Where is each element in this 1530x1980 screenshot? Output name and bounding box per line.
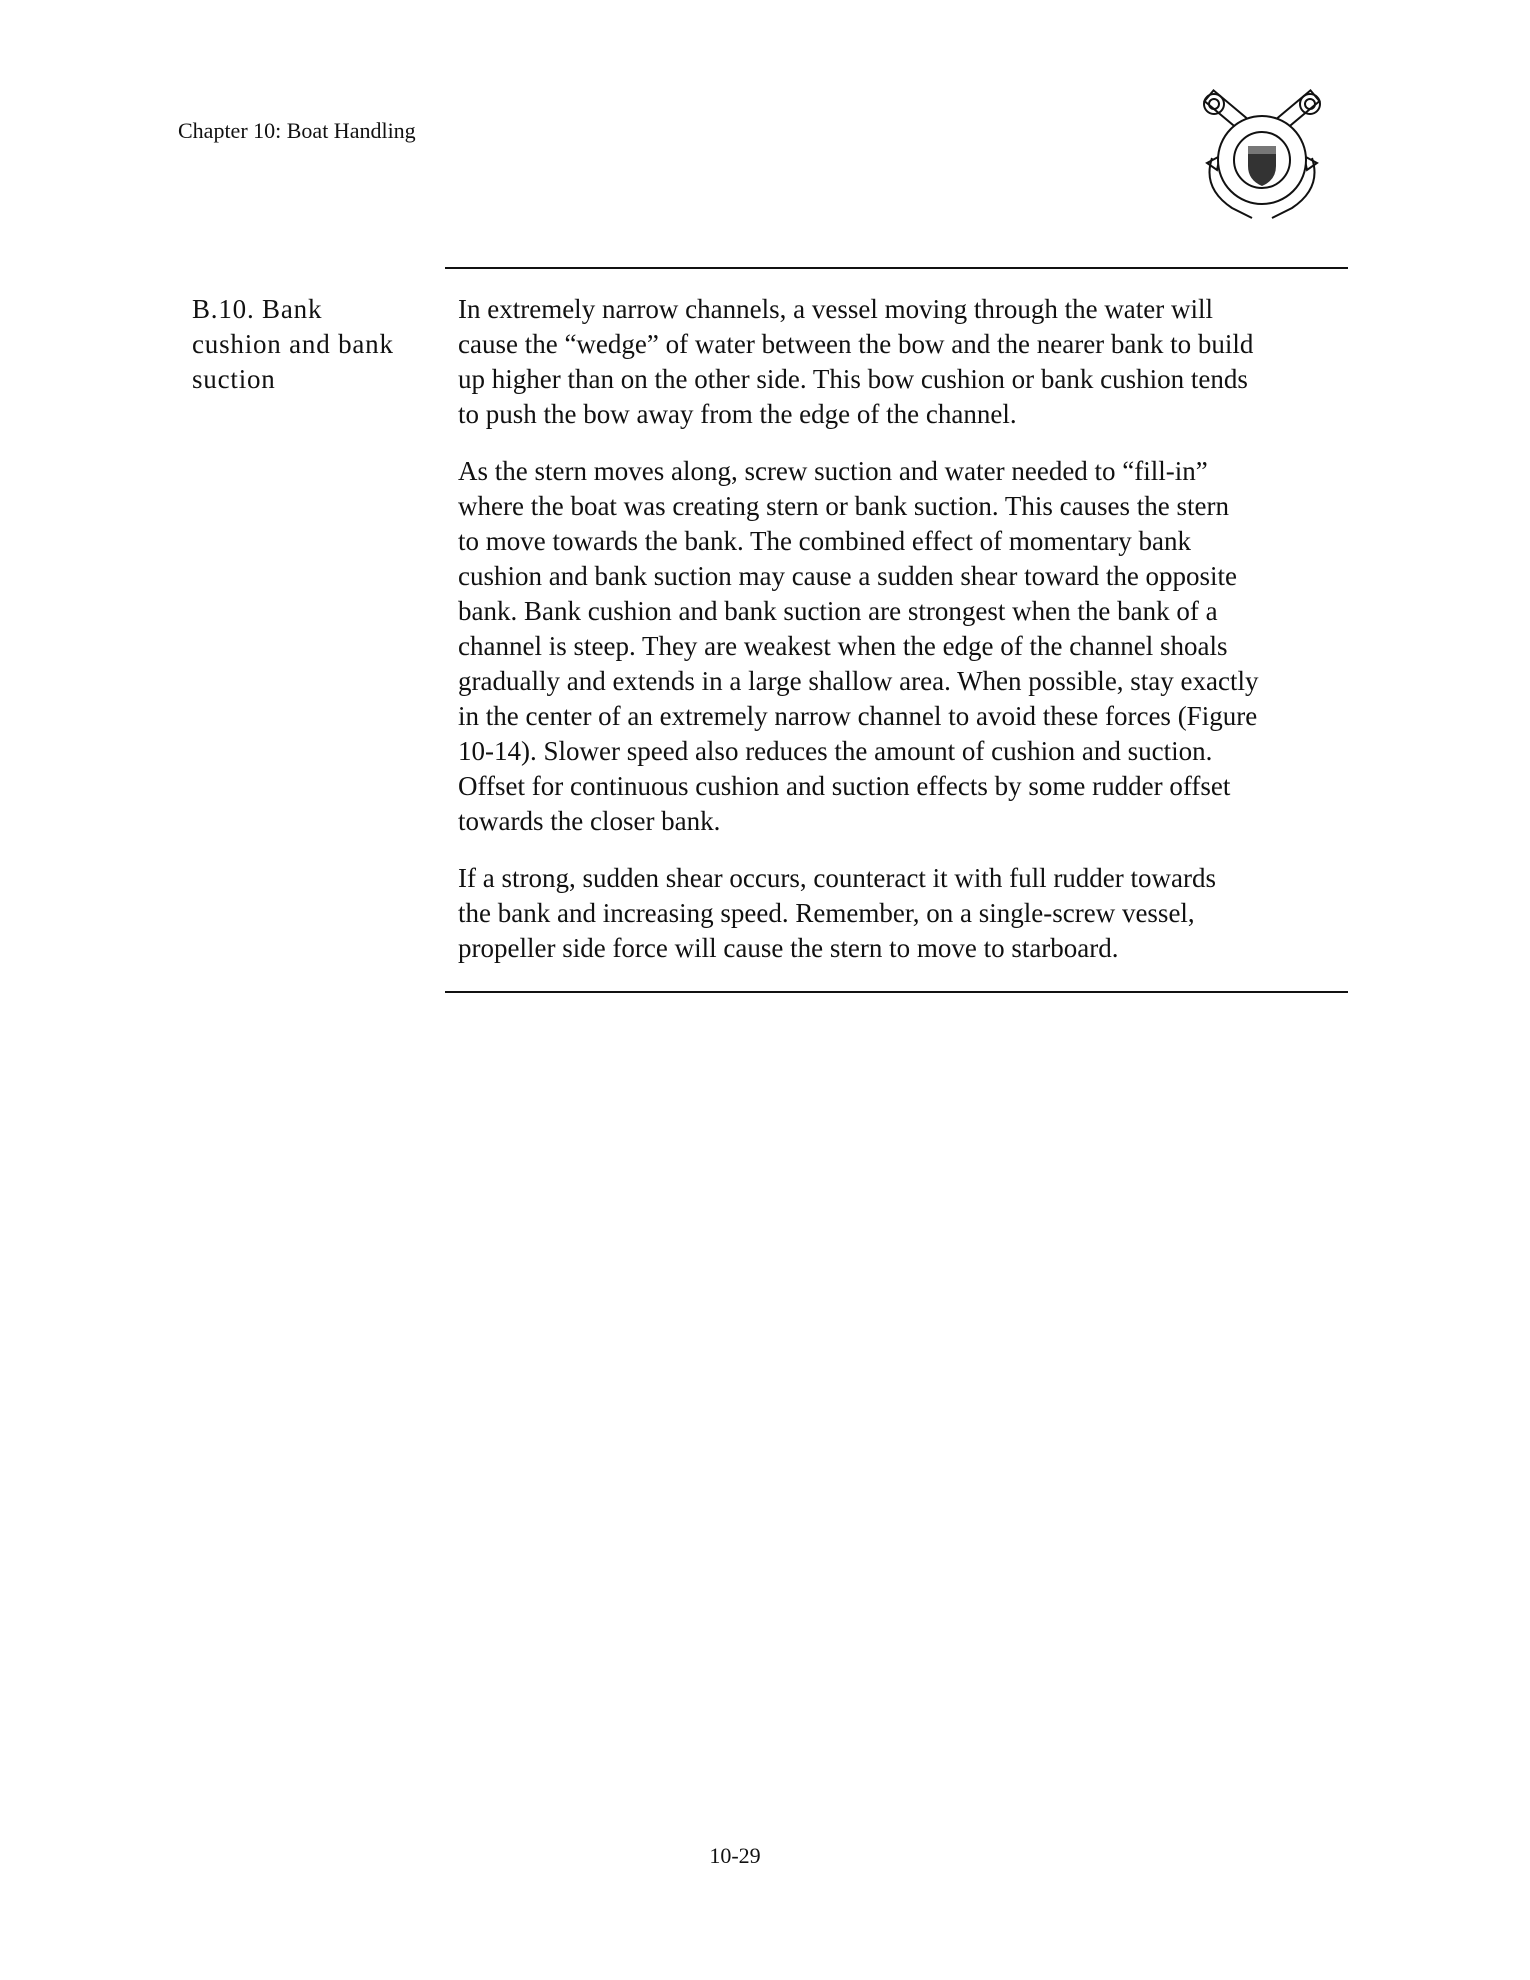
text-line: If a strong, sudden shear occurs, counteract it with full rudder towards — [458, 863, 1217, 893]
text-line: cushion and bank suction may cause a sudden shear toward the opposite — [458, 561, 1238, 591]
chapter-header: Chapter 10: Boat Handling — [178, 118, 416, 143]
heading-line: B.10. Bank — [192, 294, 323, 324]
paragraph-1 — [458, 292, 1348, 432]
text-line: to push the bow away from the edge of the channel. — [458, 399, 1017, 429]
text-line: Offset for continuous cushion and suction effects by some rudder offset — [458, 771, 1231, 801]
text-line: cause the “wedge” of water between the bow and the nearer bank to build — [458, 329, 1254, 359]
paragraph-3 — [458, 861, 1348, 966]
bottom-rule — [445, 991, 1348, 993]
section-heading — [192, 292, 432, 397]
coast-guard-seal-logo — [1192, 88, 1332, 228]
page-number: 10-29 — [709, 1843, 761, 1868]
heading-line: cushion and bank — [192, 329, 394, 359]
text-line: in the center of an extremely narrow channel to avoid these forces (Figure — [458, 701, 1258, 731]
text-line: up higher than on the other side. This bow cushion or bank cushion tends — [458, 364, 1248, 394]
text-line: where the boat was creating stern or bank suction. This causes the stern — [458, 491, 1230, 521]
paragraph-2 — [458, 454, 1348, 839]
text-line: bank. Bank cushion and bank suction are strongest when the bank of a — [458, 596, 1218, 626]
text-line: 10-14). Slower speed also reduces the amount of cushion and suction. — [458, 736, 1213, 766]
text-line: In extremely narrow channels, a vessel moving through the water will — [458, 294, 1214, 324]
text-line: channel is steep. They are weakest when the edge of the channel shoals — [458, 631, 1228, 661]
section-body — [458, 292, 1348, 988]
text-line: gradually and extends in a large shallow area. When possible, stay exactly — [458, 666, 1259, 696]
text-line: As the stern moves along, screw suction and water needed to “fill-in” — [458, 456, 1208, 486]
text-line: propeller side force will cause the stern to move to starboard. — [458, 933, 1119, 963]
text-line: to move towards the bank. The combined effect of momentary bank — [458, 526, 1192, 556]
text-line: towards the closer bank. — [458, 806, 721, 836]
heading-line: suction — [192, 364, 276, 394]
top-rule — [445, 267, 1348, 269]
text-line: the bank and increasing speed. Remember, on a single-screw vessel, — [458, 898, 1195, 928]
